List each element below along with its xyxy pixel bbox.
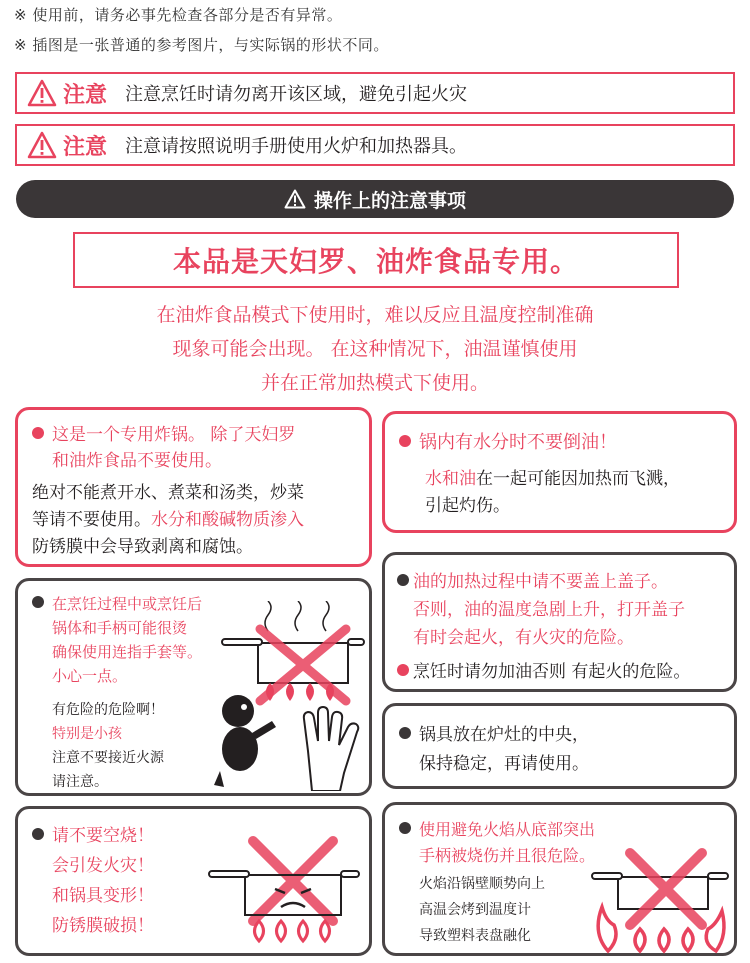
bullet-icon [32, 596, 44, 608]
card1-body-1: 绝对不能煮开水、煮菜和汤类，炒菜 [32, 483, 304, 503]
warning-box-1 [15, 72, 735, 114]
card-flame-handle [382, 802, 737, 956]
card3-line-3: 确保使用连指手套等。 [52, 643, 203, 661]
hot-pan-illustration [208, 601, 368, 791]
warning-triangle-icon [27, 131, 57, 159]
card4-line-4 [397, 657, 690, 682]
card2-heading-text: 锅内有水分时不要倒油！ [419, 432, 617, 453]
card-special-fryer [15, 407, 372, 567]
card6-line-1 [32, 821, 154, 846]
card5-line-2: 保持稳定，再请使用。 [419, 754, 589, 774]
card1-body-2b: 水分和酸碱物质渗入 [151, 510, 304, 530]
card3-line-1 [32, 593, 202, 614]
intro-line-3: 并在正常加热模式下使用。 [260, 372, 489, 394]
card1-line-1-text: 这是一个专用炸锅。 除了天妇罗 [52, 425, 296, 445]
card4-line-4-text: 烹饪时请勿加油否则 有起火的危险。 [413, 662, 691, 682]
bullet-icon [399, 727, 411, 739]
card7-line-3: 火焰沿锅壁顺势向上 [419, 876, 545, 892]
warning-box-2 [15, 124, 735, 166]
card-no-water [382, 411, 737, 533]
warning-triangle-icon [27, 79, 57, 107]
bullet-icon [397, 574, 409, 586]
bullet-icon [32, 427, 44, 439]
main-title-text: 本品是天妇罗、油炸食品专用。 [172, 245, 579, 278]
card2-heading [399, 428, 617, 454]
card7-line-5: 导致塑料表盘融化 [419, 928, 531, 944]
card6-line-3: 和锅具变形！ [52, 886, 154, 906]
card6-line-1-text: 请不要空烧！ [52, 826, 154, 846]
card5-line-1-text: 锅具放在炉灶的中央， [419, 725, 589, 745]
card7-line-4: 高温会烤到温度计 [419, 902, 531, 918]
note-1: ※ 使用前，请务必事先检查各部分是否有异常。 [14, 6, 343, 24]
card4-line-2: 否则，油的温度急剧上升，打开盖子 [413, 600, 685, 620]
card4-line-1-text: 油的加热过程中请不要盖上盖子。 [413, 572, 668, 592]
card7-line-1-text: 使用避免火焰从底部突出 [419, 820, 596, 839]
bullet-icon [397, 664, 409, 676]
card6-line-4: 防锈膜破损！ [52, 916, 154, 936]
card1-body-2 [32, 505, 304, 530]
card4-line-3: 有时会起火，有火灾的危险。 [413, 628, 634, 648]
card-center-stove [382, 703, 737, 789]
card7-line-2: 手柄被烧伤并且很危险。 [419, 846, 596, 865]
card7-line-1 [399, 817, 595, 840]
card3-line-5: 有危险的危险啊！ [52, 702, 164, 718]
empty-pan-illustration [203, 831, 368, 951]
bullet-icon [399, 822, 411, 834]
card2-body-1 [425, 464, 680, 489]
card3-line-6: 特别是小孩 [52, 726, 122, 742]
bullet-icon [399, 435, 411, 447]
card2-body-1a: 水和油 [425, 469, 476, 489]
card3-line-7: 注意不要接近火源 [52, 750, 164, 766]
card-hot-pan [15, 578, 372, 796]
card1-body-3: 防锈膜中会导致剥离和腐蚀。 [32, 537, 253, 557]
card2-body-2: 引起灼伤。 [425, 496, 510, 516]
warning-label: 注意 [63, 82, 108, 108]
warning-text: 注意请按照说明手册使用火炉和加热器具。 [125, 136, 468, 157]
bullet-icon [32, 828, 44, 840]
banner-title: 操作上的注意事项 [313, 189, 466, 212]
card-no-lid [382, 552, 737, 692]
card6-line-2: 会引发火灾！ [52, 856, 154, 876]
warning-label: 注意 [63, 134, 108, 160]
card2-body-1b: 在一起可能因加热而飞溅， [476, 469, 680, 489]
card4-line-1 [397, 567, 668, 592]
warning-text: 注意烹饪时请勿离开该区域，避免引起火灾 [125, 84, 468, 105]
section-banner [16, 180, 734, 218]
card3-line-8: 请注意。 [52, 774, 108, 790]
intro-line-2: 现象可能会出现。 在这种情况下，油温谨慎使用 [172, 338, 578, 360]
flame-handle-illustration [590, 847, 735, 955]
warning-triangle-icon [284, 189, 306, 209]
card1-body-2a: 等请不要使用。 [32, 510, 151, 530]
main-title [73, 232, 679, 288]
card5-line-1 [399, 720, 589, 745]
card3-line-2: 锅体和手柄可能很烫 [52, 619, 188, 637]
card3-line-4: 小心一点。 [52, 667, 128, 685]
card1-line-2: 和油炸食品不要使用。 [52, 451, 222, 471]
card-no-empty-heating [15, 806, 372, 956]
intro-line-1: 在油炸食品模式下使用时，难以反应且温度控制准确 [156, 304, 594, 326]
note-2: ※ 插图是一张普通的参考图片，与实际锅的形状不同。 [14, 36, 389, 54]
card1-line-1 [32, 420, 295, 445]
card3-line-1-text: 在烹饪过程中或烹饪后 [52, 595, 203, 613]
